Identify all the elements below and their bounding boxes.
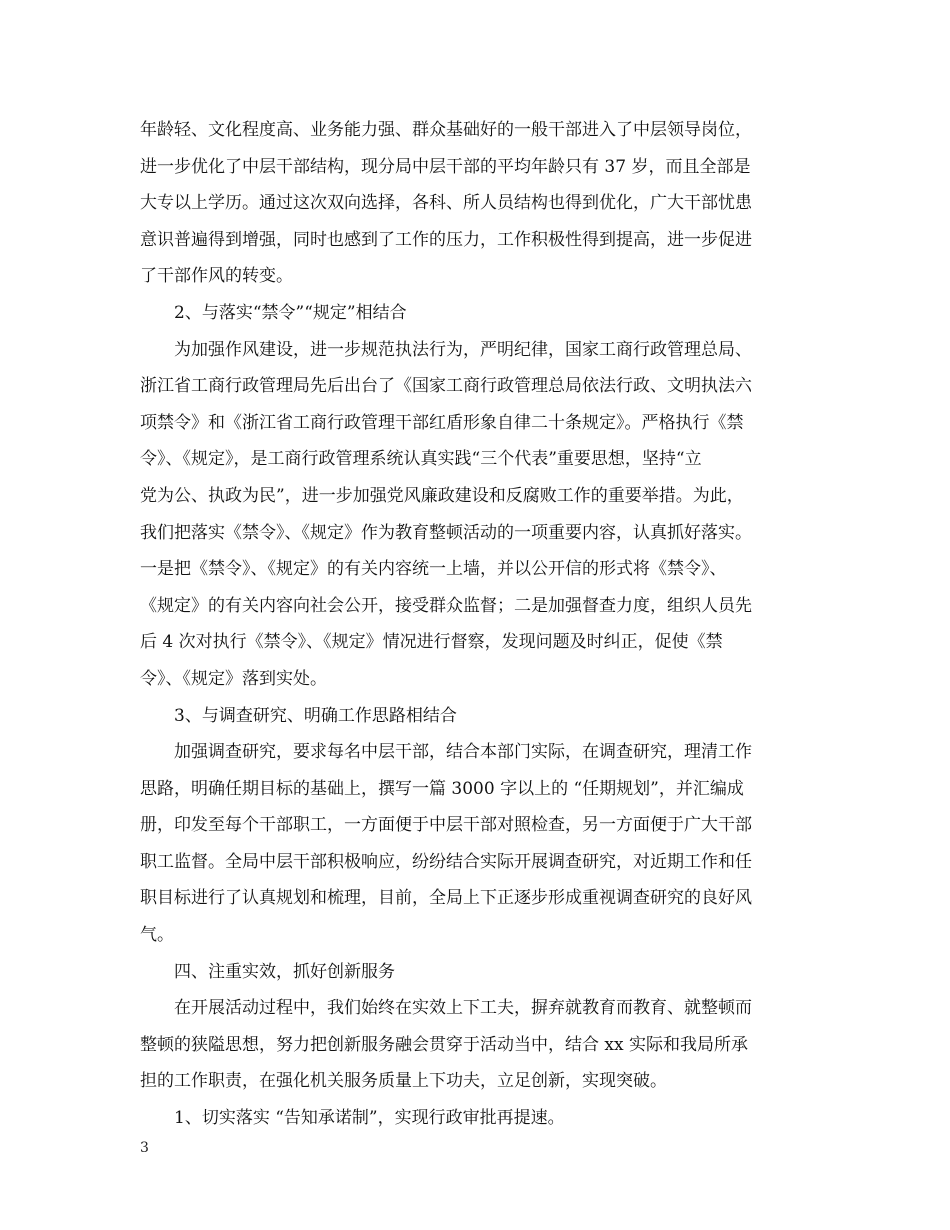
text-line: 为加强作风建设，进一步规范执法行为，严明纪律，国家工商行政管理总局、	[174, 339, 752, 360]
text-line: 意识普遍得到增强，同时也感到了工作的压力，工作积极性得到提高，进一步促进	[140, 229, 752, 250]
text-line: 一是把《禁令》、《规定》的有关内容统一上墙，并以公开信的形式将《禁令》、	[140, 559, 727, 580]
text-line: 项禁令》和《浙江省工商行政管理干部红盾形象自律二十条规定》。严格执行《禁	[140, 412, 744, 433]
text-line: 令》、《规定》落到实处。	[140, 668, 327, 689]
text-line: 令》、《规定》，是工商行政管理系统认真实践“三个代表”重要思想，坚持“立	[140, 449, 702, 470]
text-line: 加强调查研究，要求每名中层干部，结合本部门实际，在调查研究，理清工作	[174, 742, 752, 763]
page-number: 3	[140, 1140, 149, 1156]
text-line: 浙江省工商行政管理局先后出台了《国家工商行政管理总局依法行政、文明执法六	[140, 376, 752, 397]
text-line: 职目标进行了认真规划和梳理，目前，全局上下正逐步形成重视调查研究的良好风	[140, 888, 752, 909]
text-line: 册，印发至每个干部职工，一方面便于中层干部对照检查，另一方面便于广大干部	[140, 815, 752, 836]
text-line: 《规定》的有关内容向社会公开，接受群众监督；二是加强督查力度，组织人员先	[140, 595, 752, 616]
text-line: 大专以上学历。通过这次双向选择，各科、所人员结构也得到优化，广大干部忧患	[140, 193, 752, 214]
text-line: 我们把落实《禁令》、《规定》作为教育整顿活动的一项重要内容，认真抓好落实。	[140, 522, 752, 543]
text-line: 党为公、执政为民”，进一步加强党风廉政建设和反腐败工作的重要举措。为此，	[140, 485, 744, 506]
text-line: 3、与调查研究、明确工作思路相结合	[174, 705, 457, 726]
text-line: 思路，明确任期目标的基础上，撰写一篇 3000 字以上的 “任期规划”，并汇编成	[140, 778, 744, 799]
text-line: 在开展活动过程中，我们始终在实效上下工夫，摒弃就教育而教育、就整顿而	[174, 998, 752, 1019]
text-line: 四、注重实效，抓好创新服务	[174, 961, 395, 982]
text-line: 整顿的狭隘思想，努力把创新服务融会贯穿于活动当中，结合 xx 实际和我局所承	[140, 1034, 748, 1055]
text-line: 进一步优化了中层干部结构，现分局中层干部的平均年龄只有 37 岁，而且全部是	[140, 156, 751, 177]
text-line: 了干部作风的转变。	[140, 266, 293, 287]
text-line: 1、切实落实 “告知承诺制”，实现行政审批再提速。	[174, 1108, 565, 1129]
text-line: 职工监督。全局中层干部积极响应，纷纷结合实际开展调查研究，对近期工作和任	[140, 851, 752, 872]
text-line: 年龄轻、文化程度高、业务能力强、群众基础好的一般干部进入了中层领导岗位，	[140, 120, 752, 140]
text-line: 2、与落实“禁令”“规定”相结合	[174, 302, 407, 323]
text-line: 后 4 次对执行《禁令》、《规定》情况进行督察，发现问题及时纠正，促使《禁	[140, 632, 723, 653]
text-line: 气。	[140, 925, 174, 946]
text-line: 担的工作职责，在强化机关服务质量上下功夫，立足创新，实现突破。	[140, 1071, 667, 1092]
document-body	[140, 112, 820, 1137]
